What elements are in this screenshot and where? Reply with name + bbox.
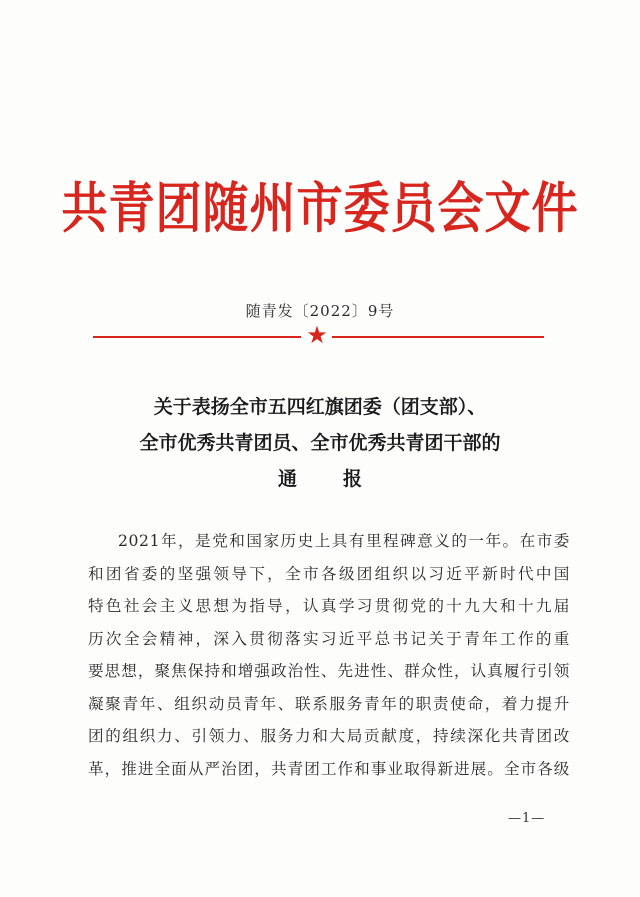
- title-line-2: 全市优秀共青团员、全市优秀共青团干部的: [139, 432, 501, 454]
- divider-left: [93, 336, 301, 338]
- star-icon: ★: [306, 321, 328, 349]
- body-line: 要思想，聚焦保持和增强政治性、先进性、群众性，认真履行引领: [88, 662, 570, 680]
- body-line: 凝聚青年、组织动员青年、联系服务青年的职责使命，着力提升: [88, 694, 570, 713]
- body-line: 特色社会主义思想为指导，认真学习贯彻党的十九大和十九届: [88, 597, 570, 615]
- body-line: 团的组织力、引领力、服务力和大局贡献度，持续深化共青团改: [88, 727, 570, 745]
- page-number: —1—: [508, 811, 546, 826]
- body-line: 历次全会精神，深入贯彻落实习近平总书记关于青年工作的重: [88, 629, 570, 648]
- title-line-1: 关于表扬全市五四红旗团委（团支部）、: [153, 396, 487, 418]
- title-line-3: 通报: [277, 468, 408, 490]
- body-line: 2021年，是党和国家历史上具有里程碑意义的一年。在市委: [118, 532, 570, 550]
- body-line: 和团省委的坚强领导下，全市各级团组织以习近平新时代中国: [88, 564, 570, 583]
- divider-right: [332, 336, 544, 338]
- body-text: [88, 525, 570, 785]
- document-number: 随青发〔2022〕9号: [245, 302, 395, 320]
- body-line: 革，推进全面从严治团，共青团工作和事业取得新进展。全市各级: [88, 759, 570, 778]
- document-header: 共青团随州市委员会文件: [61, 176, 579, 240]
